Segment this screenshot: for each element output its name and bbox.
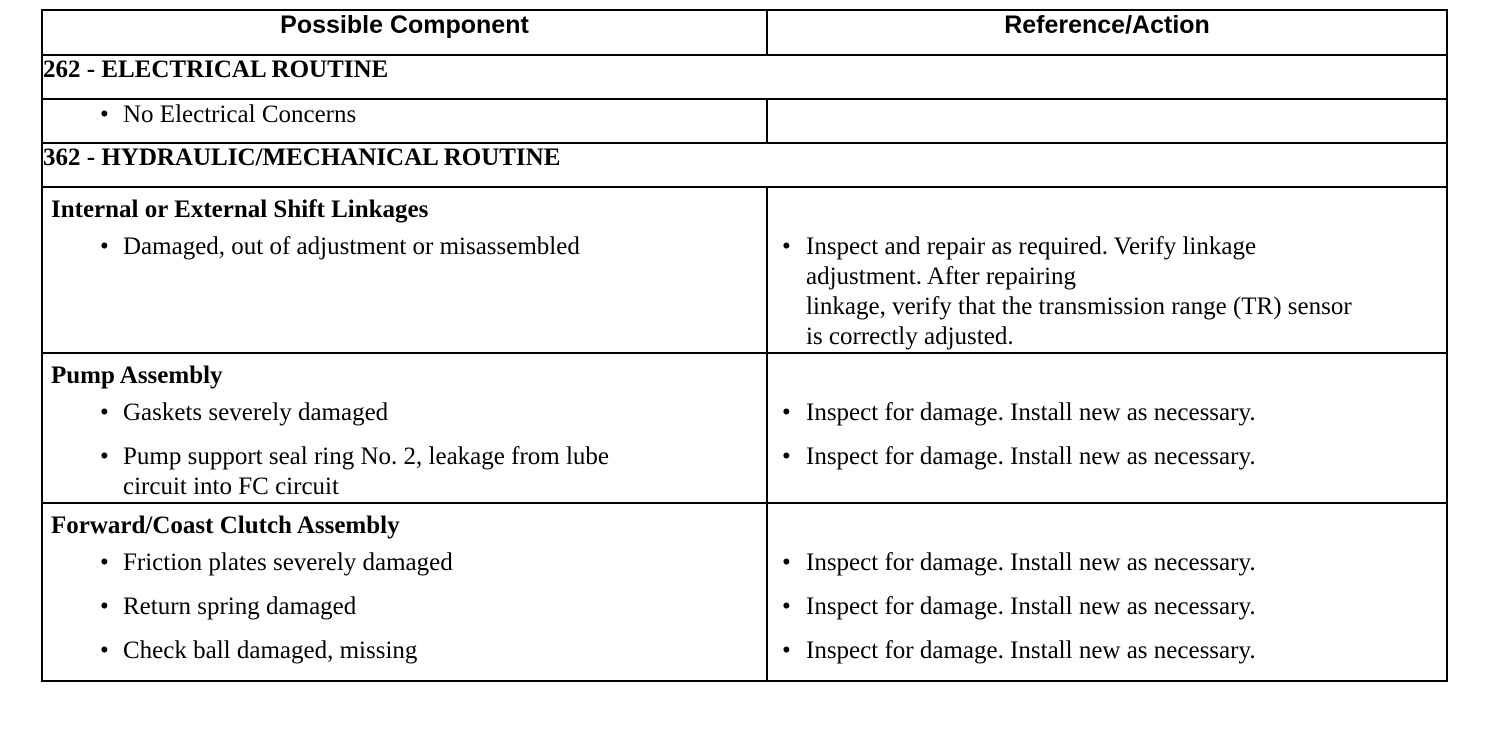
action-text-line: adjustment. After repairing [806, 263, 1077, 290]
action-cell [767, 503, 1447, 681]
bullet-icon: • [782, 637, 791, 664]
group-row-pump-assembly [42, 353, 1447, 503]
bullet-item [43, 548, 766, 592]
bullet-icon: • [782, 399, 791, 426]
bullet-item [768, 232, 1446, 352]
bullet-item [43, 398, 766, 442]
bullet-item [43, 442, 766, 502]
bullet-item [768, 548, 1446, 592]
group-heading: Internal or External Shift Linkages [51, 196, 429, 223]
bullet-item [43, 100, 766, 130]
header-possible-component: Possible Component [42, 10, 767, 55]
group-row-shift-linkages [42, 187, 1447, 353]
action-cell [767, 187, 1447, 353]
action-text: Inspect for damage. Install new as necessary. [806, 399, 1256, 426]
action-text: Inspect for damage. Install new as necessary. [806, 593, 1256, 620]
bullet-icon: • [100, 593, 109, 620]
diagnostic-table [41, 9, 1448, 682]
bullet-icon: • [782, 233, 791, 260]
group-heading: Pump Assembly [51, 362, 223, 389]
component-text: Check ball damaged, missing [123, 637, 418, 664]
bullet-icon: • [100, 101, 109, 128]
bullet-icon: • [100, 233, 109, 260]
action-text: Inspect for damage. Install new as necessary. [806, 637, 1256, 664]
header-row [42, 10, 1447, 55]
routine-362-title: 362 - HYDRAULIC/MECHANICAL ROUTINE [42, 143, 1447, 187]
component-text: Gaskets severely damaged [123, 399, 389, 426]
table-row [42, 99, 1447, 143]
bullet-item [43, 592, 766, 636]
action-text-line: Inspect and repair as required. Verify linkage [806, 233, 1257, 260]
group-heading: Forward/Coast Clutch Assembly [51, 512, 400, 539]
bullet-icon: • [100, 443, 109, 470]
component-text: Friction plates severely damaged [123, 549, 453, 576]
action-cell [767, 353, 1447, 503]
group-row-forward-coast-clutch [42, 503, 1447, 681]
component-cell [42, 187, 767, 353]
component-text-line: circuit into FC circuit [123, 473, 339, 500]
component-text: No Electrical Concerns [123, 101, 357, 128]
action-text-line: is correctly adjusted. [806, 323, 1014, 350]
bullet-item [768, 636, 1446, 680]
routine-row-362 [42, 143, 1447, 187]
bullet-icon: • [782, 443, 791, 470]
component-cell [42, 503, 767, 681]
bullet-item [43, 232, 766, 276]
action-text: Inspect for damage. Install new as necessary. [806, 549, 1256, 576]
bullet-item [768, 592, 1446, 636]
bullet-icon: • [782, 549, 791, 576]
bullet-icon: • [100, 399, 109, 426]
component-text-line: Pump support seal ring No. 2, leakage from lube [123, 443, 610, 470]
action-text: Inspect for damage. Install new as necessary. [806, 443, 1256, 470]
bullet-icon: • [100, 549, 109, 576]
component-text: Return spring damaged [123, 593, 357, 620]
header-reference-action: Reference/Action [767, 10, 1447, 55]
routine-row-262 [42, 55, 1447, 99]
bullet-item [768, 398, 1446, 442]
component-cell [42, 99, 767, 143]
component-text: Damaged, out of adjustment or misassembled [123, 233, 580, 260]
bullet-icon: • [100, 637, 109, 664]
routine-262-title: 262 - ELECTRICAL ROUTINE [42, 55, 1447, 99]
action-cell [767, 99, 1447, 143]
bullet-icon: • [782, 593, 791, 620]
bullet-item [43, 636, 766, 680]
bullet-item [768, 442, 1446, 486]
action-text-line: linkage, verify that the transmission range (TR) sensor [806, 293, 1352, 320]
component-cell [42, 353, 767, 503]
